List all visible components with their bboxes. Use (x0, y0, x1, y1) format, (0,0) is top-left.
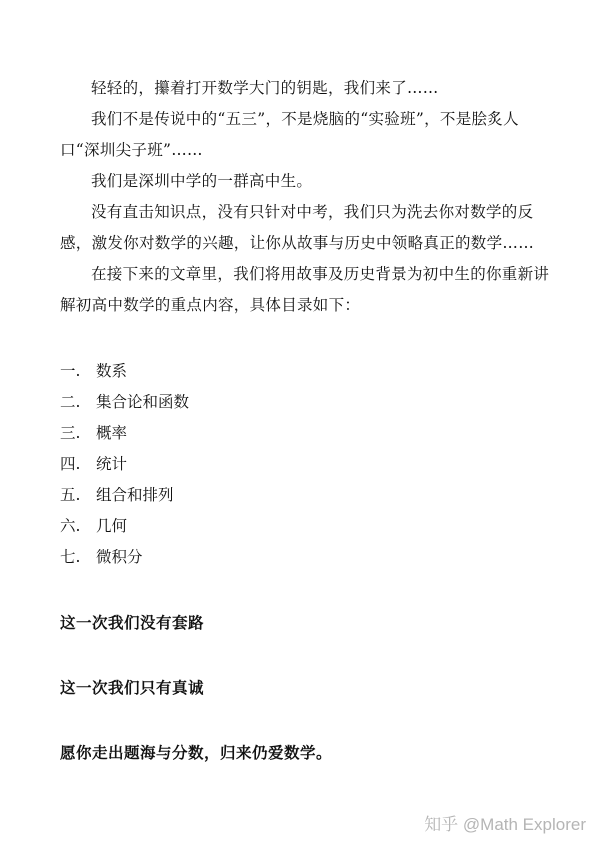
toc-item-number: 七. (60, 548, 81, 566)
toc-item-title: 数系 (96, 362, 128, 380)
intro-paragraph-5: 在接下来的文章里，我们将用故事及历史背景为初中生的你重新讲解初高中数学的重点内容，具体目录如下： (60, 265, 550, 314)
table-of-contents (60, 356, 189, 573)
intro-paragraph-1: 轻轻的，攥着打开数学大门的钥匙，我们来了…… (91, 79, 439, 97)
toc-item-number: 一. (60, 362, 81, 380)
toc-item-title: 概率 (96, 424, 128, 442)
toc-item-number: 二. (60, 393, 81, 411)
intro-paragraph-3: 我们是深圳中学的一群高中生。 (91, 172, 313, 190)
toc-item (60, 542, 189, 573)
toc-item (60, 418, 189, 449)
toc-item-number: 五. (60, 486, 81, 504)
zhihu-watermark: 知乎 @Math Explorer (424, 815, 586, 834)
toc-item-title: 几何 (96, 517, 128, 535)
toc-item (60, 356, 189, 387)
toc-item-number: 三. (60, 424, 81, 442)
toc-item (60, 480, 189, 511)
intro-paragraph-2: 我们不是传说中的“五三”，不是烧脑的“实验班”，不是脍炙人口“深圳尖子班”…… (60, 110, 519, 159)
toc-item-title: 微积分 (96, 548, 143, 566)
toc-item-title: 组合和排列 (96, 486, 174, 504)
toc-item (60, 387, 189, 418)
toc-item-number: 四. (60, 455, 81, 473)
toc-item-title: 集合论和函数 (96, 393, 190, 411)
toc-item-number: 六. (60, 517, 81, 535)
toc-item (60, 511, 189, 542)
closing-line-1: 这一次我们没有套路 (60, 613, 205, 632)
closing-line-2: 这一次我们只有真诚 (60, 678, 205, 697)
intro-paragraph-4: 没有直击知识点，没有只针对中考，我们只为洗去你对数学的反感，激发你对数学的兴趣，让你从故事与历史中领略真正的数学…… (60, 203, 535, 252)
toc-item (60, 449, 189, 480)
closing-line-3: 愿你走出题海与分数，归来仍爱数学。 (60, 743, 333, 762)
toc-item-title: 统计 (96, 455, 128, 473)
